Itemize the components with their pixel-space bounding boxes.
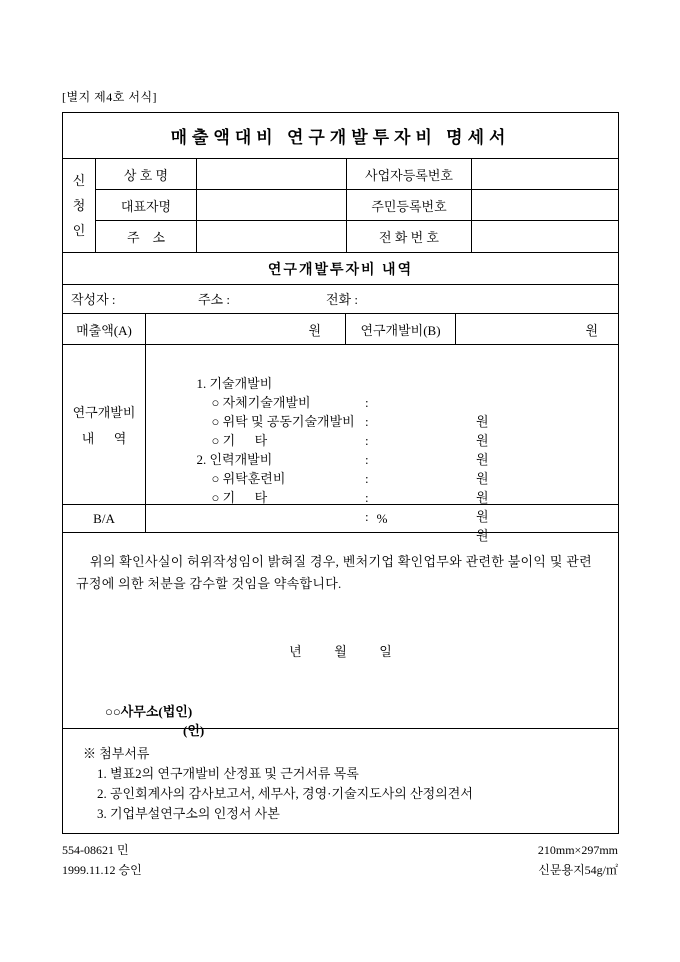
- form-designation: [별지 제4호 서식]: [62, 90, 158, 104]
- resident-reg-no-field: [472, 190, 618, 220]
- applicant-row-representative: [96, 190, 618, 221]
- signer-name: ○○사무소(법인): [105, 704, 193, 719]
- attachment-item: 3. 기업부설연구소의 인정서 사본: [97, 806, 280, 821]
- pledge-text: 위의 확인사실이 허위작성임이 밝혀질 경우, 벤처기업 확인업무와 관련한 불이익 및 관련 규정에 의한 처분을 감수할 것임을 약속합니다.: [76, 554, 592, 591]
- address-field: [197, 221, 347, 252]
- form-number: 554-08621 민: [62, 843, 129, 857]
- breakdown-label-cell: [63, 345, 146, 504]
- applicant-rows: [96, 159, 618, 252]
- company-name-label: 상 호 명: [96, 159, 197, 189]
- breakdown-item-colon: :: [365, 490, 369, 505]
- breakdown-item-colon: :: [365, 433, 369, 448]
- details-section-title: 연구개발투자비 내역: [63, 253, 618, 285]
- rnd-unit: 원: [585, 322, 598, 338]
- ratio-unit: %: [376, 510, 388, 526]
- attachments-title: ※ 첨부서류: [83, 746, 150, 761]
- rnd-label: 연구개발비(B): [346, 314, 456, 344]
- form-title: 매출액대비 연구개발투자비 명세서: [63, 113, 618, 159]
- breakdown-label-line2: 내 역: [81, 431, 127, 446]
- breakdown-item-unit: 원: [476, 452, 489, 467]
- ratio-label: B/A: [63, 505, 146, 532]
- breakdown-content: [146, 345, 618, 543]
- breakdown-item-name: ○ 자체기술개발비: [211, 395, 311, 410]
- breakdown-item-name: 1. 기술개발비: [196, 376, 273, 391]
- sales-unit: 원: [146, 314, 346, 344]
- breakdown-item-name: 2. 인력개발비: [196, 452, 273, 467]
- footer-left: [62, 840, 142, 880]
- sales-row: [63, 314, 618, 345]
- sales-label: 매출액(A): [63, 314, 146, 344]
- breakdown-item-colon: :: [365, 471, 369, 486]
- applicant-row-address: [96, 221, 618, 252]
- date-line: 년 월 일: [289, 644, 392, 659]
- paper-spec: 신문용지54g/㎡: [538, 863, 618, 877]
- attachment-item: 2. 공인회계사의 감사보고서, 세무사, 경영·기술지도사의 산정의견서: [97, 786, 473, 801]
- phone-no-field: [472, 221, 618, 252]
- breakdown-item-unit: 원: [476, 490, 489, 505]
- applicant-section: [63, 159, 618, 253]
- seal-mark: (인): [183, 723, 205, 738]
- breakdown-item-name: ○ 기 타: [211, 490, 268, 505]
- writer-address-label: 주소 :: [198, 292, 230, 307]
- breakdown-label-line1: 연구개발비: [72, 405, 136, 420]
- phone-no-label: 전 화 번 호: [347, 221, 472, 252]
- representative-name-field: [197, 190, 347, 220]
- company-name-field: [197, 159, 347, 189]
- breakdown-item-name: ○ 위탁훈련비: [211, 471, 286, 486]
- attachment-item: 1. 별표2의 연구개발비 산정표 및 근거서류 목록: [97, 766, 359, 781]
- breakdown-item-colon: :: [365, 414, 369, 429]
- resident-reg-no-label: 주민등록번호: [347, 190, 472, 220]
- form-table: [62, 112, 619, 834]
- business-reg-no-field: [472, 159, 618, 189]
- breakdown-item-name: ○ 위탁 및 공동기술개발비: [211, 414, 355, 429]
- breakdown-item-unit: 원: [476, 528, 489, 543]
- breakdown-item-unit: 원: [476, 414, 489, 429]
- business-reg-no-label: 사업자등록번호: [347, 159, 472, 189]
- applicant-group-label: 신청인: [72, 173, 86, 238]
- breakdown-item-unit: 원: [476, 509, 489, 524]
- breakdown-item-name: ○ 기 타: [211, 433, 268, 448]
- breakdown-item-unit: 원: [476, 433, 489, 448]
- representative-name-label: 대표자명: [96, 190, 197, 220]
- applicant-row-company: [96, 159, 618, 190]
- writer-phone-label: 전화 :: [326, 292, 358, 307]
- footer-right: [538, 840, 618, 880]
- writer-label: 작성자 :: [71, 292, 116, 307]
- breakdown-item-colon: :: [365, 395, 369, 410]
- applicant-group-cell: [63, 159, 96, 252]
- approval-date: 1999.11.12 승인: [62, 863, 142, 877]
- paper-size: 210mm×297mm: [537, 843, 618, 857]
- breakdown-item: [146, 469, 618, 543]
- address-label: 주 소: [96, 221, 197, 252]
- pledge-section: [63, 533, 618, 738]
- breakdown-item-unit: 원: [476, 471, 489, 486]
- signer-line: [79, 685, 204, 755]
- writer-row: [63, 285, 618, 314]
- breakdown-item-colon: :: [365, 452, 369, 467]
- breakdown-item-colon: :: [365, 509, 369, 524]
